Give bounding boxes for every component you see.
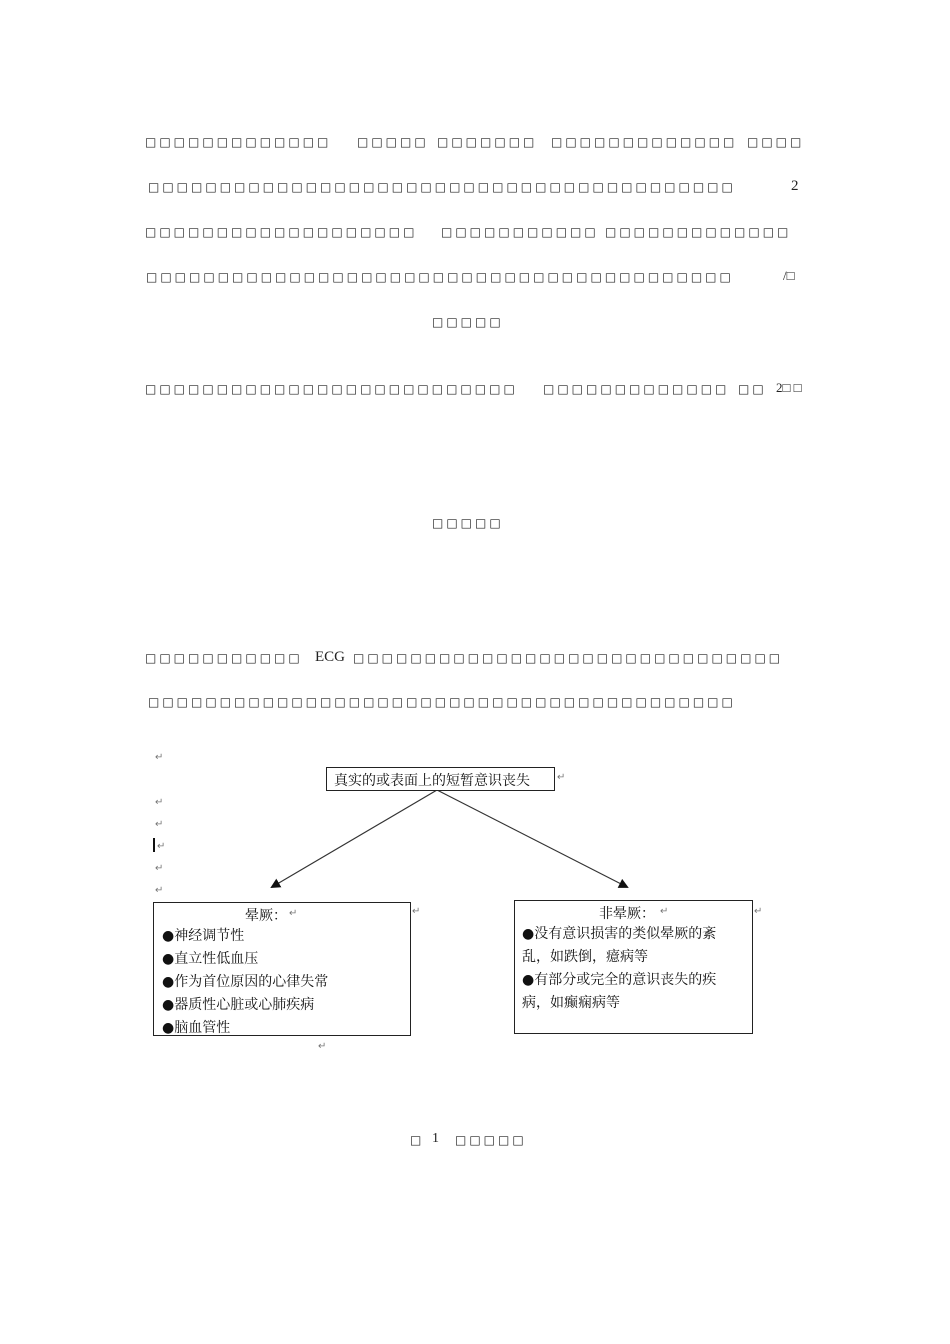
paragraph-mark: ↵ — [412, 906, 421, 917]
para1-line1-seg5: □□□□ — [747, 135, 805, 149]
left-box-item: ●直立性低血压 — [162, 951, 259, 967]
para2-line1-seg4: 2□ □ — [776, 380, 802, 395]
para1-line3-seg3: □□□□□□□□□□□□□ — [605, 225, 792, 239]
para1-line4-seg1: □□□□□□□□□□□□□□□□□□□□□□□□□□□□□□□□□□□□□□□□□ — [146, 270, 734, 284]
para1-line1-seg3: □□□□□□□ — [437, 135, 538, 149]
arrow-right — [437, 790, 627, 887]
para1-line1-seg2: □□□□□ — [357, 135, 429, 149]
right-box-title: 非晕厥： — [599, 906, 655, 922]
para1-line2-seg1: □□□□□□□□□□□□□□□□□□□□□□□□□□□□□□□□□□□□□□□□□ — [148, 180, 736, 194]
para2-line1-seg2: □□□□□□□□□□□□□ — [543, 382, 730, 396]
right-box-item: 乱，如跌倒，癔病等 — [522, 949, 648, 965]
para3-line1 — [145, 651, 845, 667]
para3-line1-seg3: □□□□□□□□□□□□□□□□□□□□□□□□□□□□□□ — [353, 651, 784, 665]
diagram-top-box — [326, 767, 555, 791]
para2-line1-seg1: □□□□□□□□□□□□□□□□□□□□□□□□□□ — [145, 382, 518, 396]
paragraph-mark: ↵ — [155, 819, 164, 830]
diagram-right-box — [514, 900, 753, 1034]
para1-line4 — [146, 270, 846, 286]
paragraph-mark: ↵ — [157, 841, 166, 852]
arrow-left — [272, 790, 437, 887]
section-heading-2: □□□□□ — [432, 516, 504, 530]
para3-line1-seg1: □□□□□□□□□□□ — [145, 651, 303, 665]
paragraph-mark: ↵ — [155, 885, 164, 896]
paragraph-mark: ↵ — [557, 772, 566, 783]
left-box-item: ●作为首位原因的心律失常 — [162, 974, 329, 990]
diagram-left-box — [153, 902, 411, 1036]
figure-caption-text: □□□□□ — [455, 1133, 527, 1147]
right-box-item: ●有部分或完全的意识丧失的疾 — [522, 972, 717, 988]
left-box-list — [162, 925, 328, 1040]
text-cursor — [153, 838, 155, 852]
paragraph-mark: ↵ — [660, 906, 669, 917]
para1-line1-seg4: □□□□□□□□□□□□□ — [551, 135, 738, 149]
para3-line2 — [148, 695, 848, 711]
para2-line1 — [145, 382, 845, 398]
figure-number: 1 — [432, 1131, 439, 1146]
section-heading-1: □□□□□ — [432, 315, 504, 329]
diagram-top-label: 真实的或表面上的短暂意识丧失 — [334, 773, 530, 789]
para1-line1-seg1: □□□□□□□□□□□□□ — [145, 135, 332, 149]
right-box-item: 病，如癫痫病等 — [522, 995, 620, 1011]
para1-line2 — [148, 180, 848, 196]
para1-line4-seg2: /□ — [783, 268, 795, 283]
para1-line2-seg2: 2 — [791, 178, 799, 194]
paragraph-mark: ↵ — [318, 1041, 327, 1052]
para1-line3-seg1: □□□□□□□□□□□□□□□□□□□ — [145, 225, 418, 239]
para2-line1-seg3: □□ — [738, 382, 767, 396]
paragraph-mark: ↵ — [155, 797, 164, 808]
paragraph-mark: ↵ — [289, 908, 298, 919]
paragraph-mark: ↵ — [155, 863, 164, 874]
left-box-title: 晕厥： — [245, 908, 287, 924]
para1-line3-seg2: □□□□□□□□□□□ — [441, 225, 599, 239]
para3-line2-seg1: □□□□□□□□□□□□□□□□□□□□□□□□□□□□□□□□□□□□□□□□□ — [148, 695, 736, 709]
para1-line1 — [145, 135, 845, 151]
right-box-list — [522, 923, 716, 1015]
para3-line1-seg2: ECG — [315, 649, 345, 665]
left-box-item: ●器质性心脏或心肺疾病 — [162, 997, 315, 1013]
figure-caption — [410, 1133, 530, 1149]
paragraph-mark: ↵ — [754, 906, 763, 917]
figure-caption-prefix: □ — [410, 1133, 425, 1147]
paragraph-mark: ↵ — [155, 752, 164, 763]
left-box-item: ●脑血管性 — [162, 1020, 231, 1036]
para1-line3 — [145, 225, 845, 241]
right-box-item: ●没有意识损害的类似晕厥的紊 — [522, 926, 717, 942]
left-box-item: ●神经调节性 — [162, 928, 245, 944]
